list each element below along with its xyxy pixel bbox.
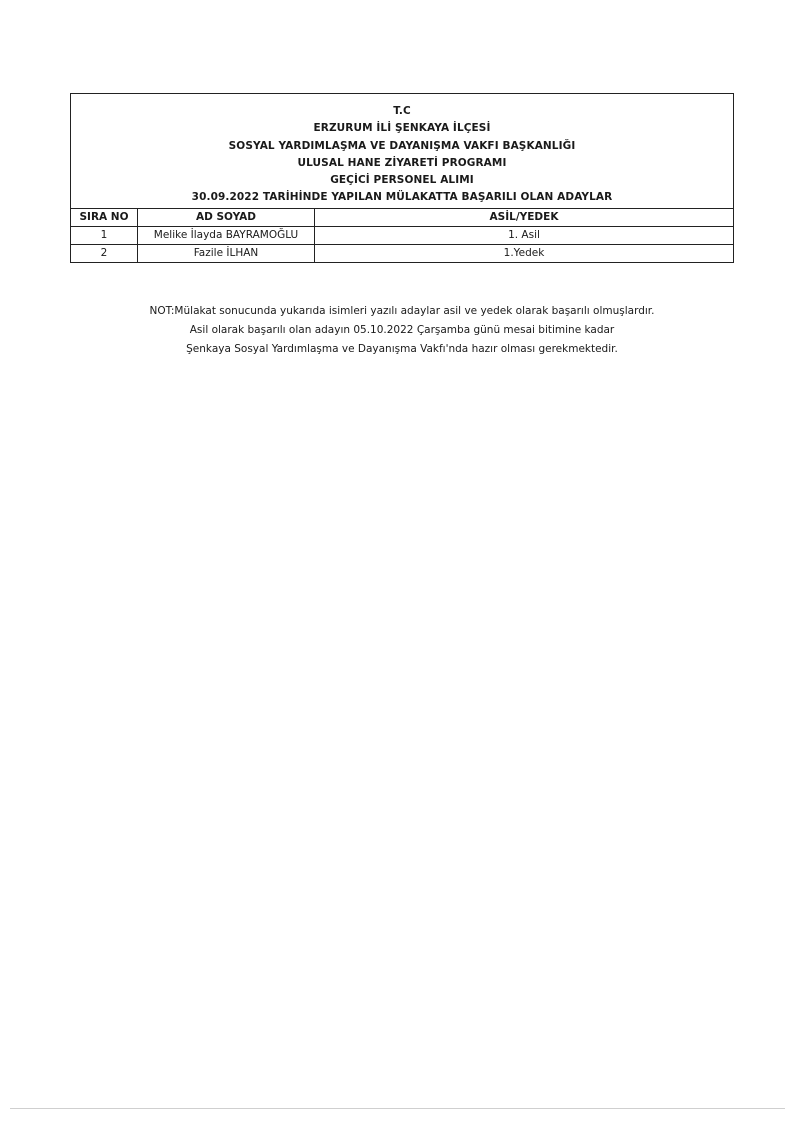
header-line-tc: T.C — [393, 105, 411, 117]
cell-sira-no: 2 — [71, 244, 138, 262]
note-line-2: Asil olarak başarılı olan adayın 05.10.2022 Çarşamba günü mesai bitimine kadar — [189, 324, 615, 336]
document-header — [71, 94, 733, 208]
header-line-district: ERZURUM İLİ ŞENKAYA İLÇESİ — [313, 122, 491, 135]
header-line-results-title: 30.09.2022 TARİHİNDE YAPILAN MÜLAKATTA BAŞARILI OLAN ADAYLAR — [191, 191, 613, 204]
note-paragraph — [70, 302, 734, 359]
table-header-row — [71, 208, 733, 226]
cell-asil-yedek: 1.Yedek — [315, 244, 734, 262]
candidates-table — [71, 208, 733, 262]
header-line-foundation: SOSYAL YARDIMLAŞMA VE DAYANIŞMA VAKFI BAŞKANLIĞI — [228, 139, 576, 152]
results-table-frame — [70, 93, 734, 263]
scan-footer-rule — [10, 1108, 785, 1109]
note-line-3: Şenkaya Sosyal Yardımlaşma ve Dayanışma Vakfı'nda hazır olması gerekmektedir. — [186, 343, 618, 355]
column-header-sira-no: SIRA NO — [71, 208, 138, 226]
table-row — [71, 226, 733, 244]
column-header-ad-soyad: AD SOYAD — [138, 208, 315, 226]
cell-sira-no: 1 — [71, 226, 138, 244]
cell-ad-soyad: Fazile İLHAN — [138, 244, 315, 262]
column-header-asil-yedek: ASİL/YEDEK — [315, 208, 734, 226]
header-line-program: ULUSAL HANE ZİYARETİ PROGRAMI — [297, 156, 507, 169]
cell-ad-soyad: Melike İlayda BAYRAMOĞLU — [138, 226, 315, 244]
table-row — [71, 244, 733, 262]
header-line-recruitment: GEÇİCİ PERSONEL ALIMI — [330, 174, 474, 187]
note-line-1: NOT:Mülakat sonucunda yukarıda isimleri yazılı adaylar asil ve yedek olarak başarılı olmuşlardır. — [149, 305, 655, 317]
cell-asil-yedek: 1. Asil — [315, 226, 734, 244]
